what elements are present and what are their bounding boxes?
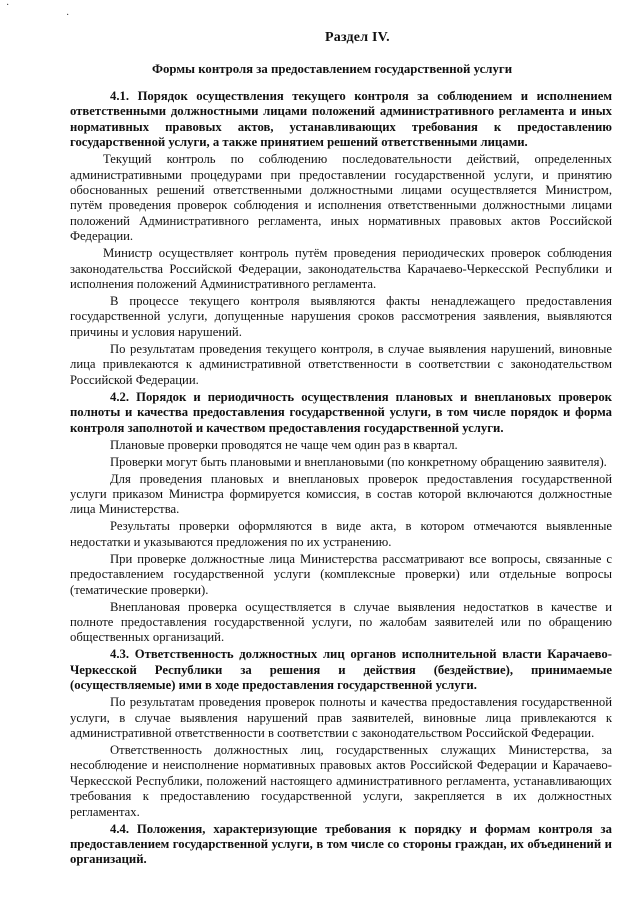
document-body <box>70 89 612 869</box>
page-title: Формы контроля за предоставлением государственной услуги <box>152 62 513 76</box>
subsection-heading-4-3: 4.3. Ответственность должностных лиц органов исполнительной власти Карачаево-Черкесской Республики за решения и действия (бездействие), принимаемые (осуществляемые) ими в ходе предоставления государственной услуги. <box>70 647 612 693</box>
paragraph: Для проведения плановых и внеплановых проверок предоставления государственной услуги приказом Министра формируется комиссия, в состав которой включаются должностные лица Министерства. <box>70 471 612 517</box>
paragraph: При проверке должностные лица Министерства рассматривают все вопросы, связанные с предоставлением государственной услуги (комплексные проверки) или отдельные вопросы (тематические проверки). <box>70 551 612 597</box>
paragraph: Министр осуществляет контроль путём проведения периодических проверок соблюдения законодательства Российской Федерации, законодательства Карачаево-Черкесской Республики и исполнения положений Административного регламента. <box>70 246 612 292</box>
paragraph: Внеплановая проверка осуществляется в случае выявления недостатков в качестве и полноте предоставления государственной услуги, по жалобам заявителей или по обращению общественных организаций. <box>70 599 612 645</box>
paragraph: Проверки могут быть плановыми и внеплановыми (по конкретному обращению заявителя). <box>110 454 607 469</box>
scan-mark: · <box>66 10 70 21</box>
paragraph: По результатам проведения текущего контроля, в случае выявления нарушений, виновные лица привлекаются к административной ответственности в соответствии с законодательством Российской Федерации. <box>70 341 612 387</box>
paragraph: Ответственность должностных лиц, государственных служащих Министерства, за несоблюдение и неисполнение нормативных правовых актов Российской Федерации и Карачаево-Черкесской Республики, положений настоящего административного регламента, устанавливающих требования к предоставлению государственной услуги, закрепляется в их должностных регламентах. <box>70 742 612 819</box>
scan-mark: · <box>6 0 10 11</box>
paragraph: Плановые проверки проводятся не чаще чем один раз в квартал. <box>110 437 458 452</box>
paragraph: По результатам проведения проверок полноты и качества предоставления государственной услуги, в случае выявления нарушений прав заявителей, виновные лица привлекаются к административной ответственности в соответствии с законодательством Российской Федерации. <box>70 695 612 740</box>
paragraph: Текущий контроль по соблюдению последовательности действий, определенных административными процедурами при предоставлении государственной услуги, и принятию обоснованных решений ответственными должностными лицами осуществляется Министром, путём проведения проверок соблюдения и исполнения ответственными должностными лицами положений Административного регламента, иных нормативных правовых актов Российской Федерации. <box>70 152 612 244</box>
subsection-heading-4-4: 4.4. Положения, характеризующие требования к порядку и формам контроля за предоставлением государственной услуги, в том числе со стороны граждан, их объединений и организаций. <box>70 821 612 867</box>
subsection-heading-4-1: 4.1. Порядок осуществления текущего контроля за соблюдением и исполнением ответственными должностными лицами положений административного регламента и иных нормативных правовых актов, устанавливающих требования к предоставлению государственной услуги, а также принятием решений ответственными лицами. <box>70 89 612 150</box>
section-heading: Раздел IV. <box>325 30 390 45</box>
paragraph: В процессе текущего контроля выявляются факты ненадлежащего предоставления государственной услуги, допущенные нарушения сроков рассмотрения заявления, выявляются причины и условия нарушений. <box>70 294 612 339</box>
paragraph: Результаты проверки оформляются в виде акта, в котором отмечаются выявленные недостатки и указываются предложения по их устранению. <box>70 519 612 549</box>
subsection-heading-4-2: 4.2. Порядок и периодичность осуществления плановых и внеплановых проверок полноты и качества предоставления государственной услуги, в том числе порядок и форма контроля заполнотой и качеством предоставления государственной услуги. <box>70 389 612 435</box>
